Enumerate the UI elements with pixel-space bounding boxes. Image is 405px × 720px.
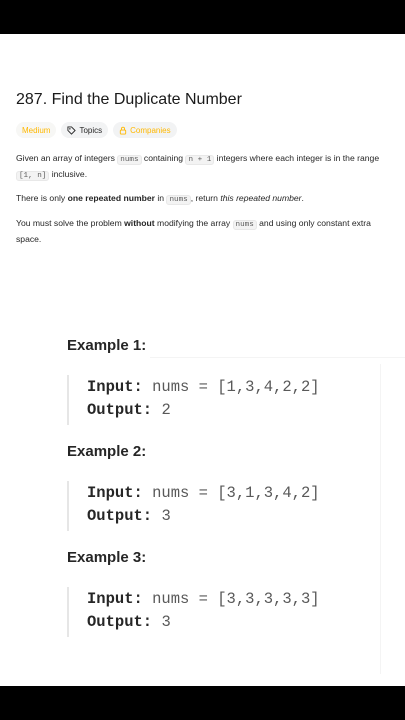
text-segment: inclusive.: [49, 169, 88, 179]
companies-label: Companies: [130, 125, 171, 135]
input-value: nums = [3,3,3,3,3]: [152, 590, 320, 608]
output-label: Output:: [87, 507, 153, 525]
example-2-heading: Example 2:: [67, 443, 147, 460]
output-value: 2: [161, 401, 171, 419]
text-segment: You must solve the problem: [16, 218, 125, 228]
problem-page: [0, 34, 405, 686]
top-black-bar: [0, 0, 405, 34]
example-2-block: [67, 481, 379, 531]
bottom-black-bar: [0, 686, 405, 720]
example-3-heading: Example 3:: [67, 549, 147, 566]
companies-button[interactable]: [113, 122, 176, 138]
input-label: Input:: [87, 484, 143, 502]
text-segment: There is only: [16, 193, 68, 203]
inline-code: n + 1: [185, 155, 214, 165]
output-value: 3: [161, 507, 171, 525]
example-1-heading: Example 1:: [67, 337, 147, 354]
bold-text: one repeated number: [67, 193, 155, 203]
text-segment: .: [301, 193, 304, 203]
difficulty-label: Medium: [22, 125, 51, 135]
text-segment: modifying the array: [154, 218, 233, 228]
output-value: 3: [161, 613, 171, 631]
description-paragraph-2: [16, 191, 392, 207]
background-divider: [380, 364, 381, 674]
inline-code: nums: [233, 220, 257, 230]
example-2-output: [87, 505, 171, 528]
text-segment: integers where each integer is in the range: [214, 153, 380, 163]
background-divider: [150, 357, 405, 358]
example-1-input: [87, 376, 320, 399]
inline-code: nums: [166, 195, 190, 205]
example-3-block: [67, 587, 379, 637]
description-paragraph-1: [16, 151, 392, 183]
example-3-output: [87, 611, 171, 634]
bold-text: without: [124, 218, 155, 228]
text-segment: Given an array of integers: [16, 153, 118, 163]
inline-code: nums: [117, 155, 141, 165]
difficulty-badge[interactable]: [16, 122, 56, 138]
problem-tags: [16, 122, 177, 138]
example-2-input: [87, 482, 320, 505]
problem-title: 287. Find the Duplicate Number: [16, 91, 242, 108]
input-label: Input:: [87, 590, 143, 608]
output-label: Output:: [87, 401, 153, 419]
inline-code: [1, n]: [16, 171, 49, 181]
example-3-input: [87, 588, 320, 611]
description-paragraph-3: [16, 216, 392, 246]
text-segment: containing: [141, 153, 186, 163]
example-1-output: [87, 399, 171, 422]
topics-button[interactable]: [61, 122, 108, 138]
tag-icon: [67, 126, 76, 135]
input-value: nums = [1,3,4,2,2]: [152, 378, 320, 396]
text-segment: and using only constant extra space.: [16, 218, 371, 244]
italic-text: this repeated number: [220, 193, 302, 203]
lock-icon: [119, 126, 127, 135]
topics-label: Topics: [79, 125, 103, 135]
input-label: Input:: [87, 378, 143, 396]
example-1-block: [67, 375, 379, 425]
output-label: Output:: [87, 613, 153, 631]
text-segment: in: [154, 193, 167, 203]
text-segment: , return: [190, 193, 221, 203]
input-value: nums = [3,1,3,4,2]: [152, 484, 320, 502]
